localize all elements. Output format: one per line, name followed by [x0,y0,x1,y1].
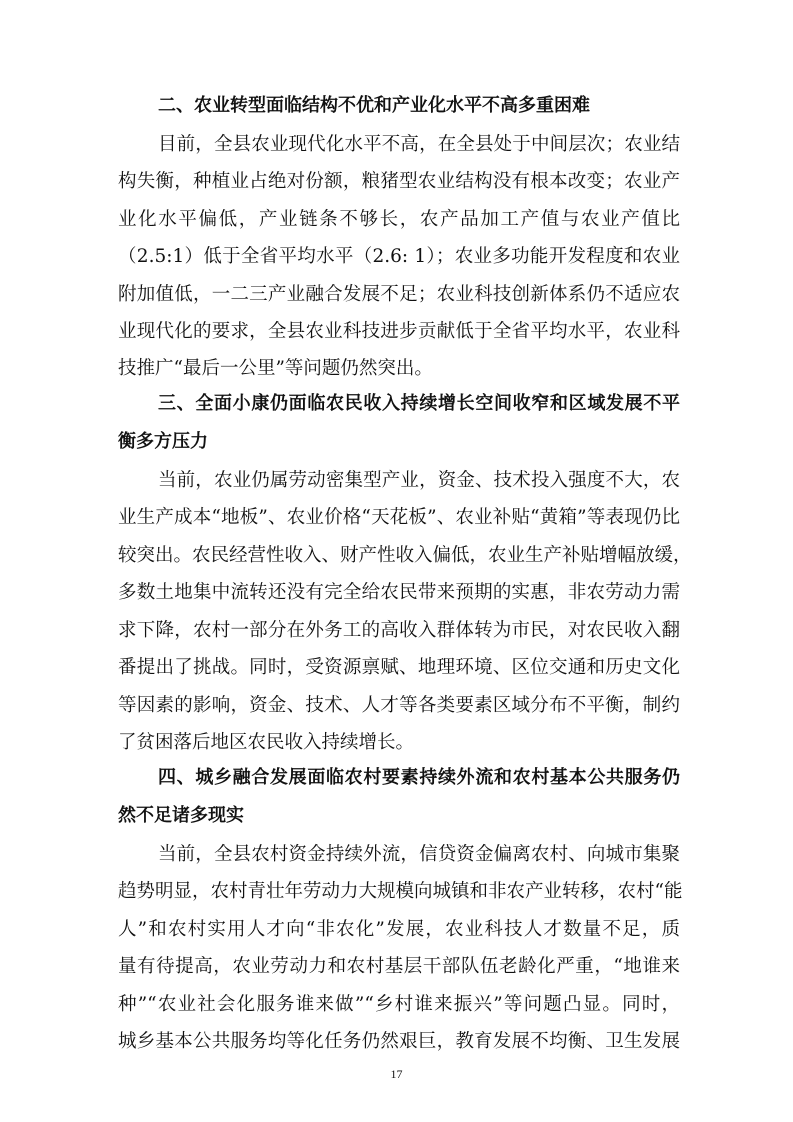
section-2-line-1: 目前，全县农业现代化水平不高，在全县处于中间层次；农业结 [158,134,680,155]
section-3-line-4: 多数土地集中流转还没有完全给农民带来预期的实惠，非农劳动力需 [118,582,680,603]
section-4-line-1: 当前，全县农村资金持续外流，信贷资金偏离农村、向城市集聚 [158,844,680,865]
section-3-line-2: 业生产成本“地板”、农业价格“天花板”、农业补贴“黄箱”等表现仍比 [118,507,680,528]
section-3-line-6: 番提出了挑战。同时，受资源禀赋、地理环境、区位交通和历史文化 [118,657,680,678]
section-4-heading-line-1: 四、城乡融合发展面临农村要素持续外流和农村基本公共服务仍 [158,767,680,788]
section-3-heading-line-1: 三、全面小康仍面临农民收入持续增长空间收窄和区域发展不平 [158,393,680,414]
section-2-heading: 二、农业转型面临结构不优和产业化水平不高多重困难 [158,95,590,116]
section-2-line-2: 构失衡，种植业占绝对份额，粮猪型农业结构没有根本改变；农业产 [118,171,680,192]
section-2-line-3: 业化水平偏低，产业链条不够长，农产品加工产值与农业产值比 [118,209,680,230]
section-3-heading-line-2: 衡多方压力 [118,431,208,452]
section-4-line-4: 量有待提高，农业劳动力和农村基层干部队伍老龄化严重，“地谁来 [118,956,680,977]
section-3-line-5: 求下降，农村一部分在外务工的高收入群体转为市民，对农民收入翻 [118,620,680,641]
page-number: 17 [390,1067,403,1081]
section-2-line-6: 业现代化的要求，全县农业科技进步贡献低于全省平均水平，农业科 [118,321,680,342]
section-3-line-1: 当前，农业仍属劳动密集型产业，资金、技术投入强度不大，农 [158,470,680,491]
section-2-line-4: （2.5:1）低于全省平均水平（2.6: 1）；农业多功能开发程度和农业 [118,246,680,267]
section-4-line-3: 人”和农村实用人才向“非农化”发展，农业科技人才数量不足，质 [118,919,680,940]
section-4-heading-line-2: 然不足诸多现实 [118,805,244,826]
section-3-line-3: 较突出。农民经营性收入、财产性收入偏低，农业生产补贴增幅放缓， [118,545,692,566]
section-2-line-7: 技推广“最后一公里”等问题仍然突出。 [118,358,433,379]
section-2-line-5: 附加值低，一二三产业融合发展不足；农业科技创新体系仍不适应农 [118,284,680,305]
section-3-line-8: 了贫困落后地区农民收入持续增长。 [118,732,415,753]
section-3-line-7: 等因素的影响，资金、技术、人才等各类要素区域分布不平衡，制约 [118,695,680,716]
section-4-line-5: 种”“农业社会化服务谁来做”“乡村谁来振兴”等问题凸显。同时， [118,994,680,1015]
section-4-line-6: 城乡基本公共服务均等化任务仍然艰巨，教育发展不均衡、卫生发展 [118,1031,680,1052]
section-4-line-2: 趋势明显，农村青壮年劳动力大规模向城镇和非农产业转移，农村“能 [118,881,683,902]
